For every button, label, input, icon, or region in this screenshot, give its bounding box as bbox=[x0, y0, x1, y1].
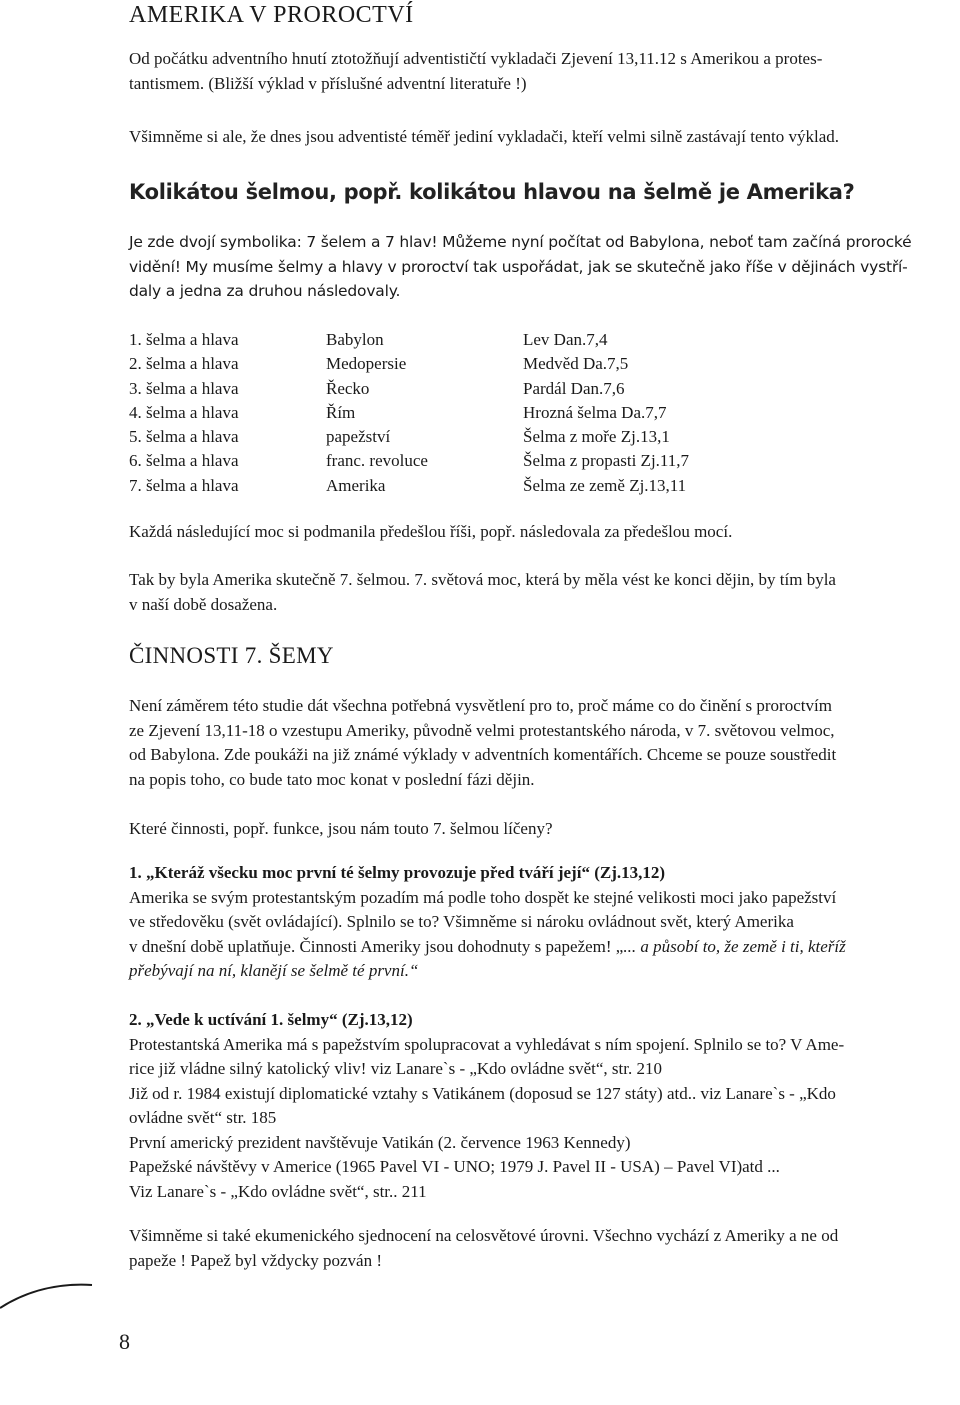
page-corner-curve bbox=[0, 1265, 120, 1405]
section-line-2: ze Zjevení 13,11-18 o vzestupu Ameriky, původně velmi protestantského národa, v 7. světovou velmoc, bbox=[129, 720, 835, 740]
point-2 bbox=[129, 1008, 844, 1204]
beast-number-cell: 5. šelma a hlava bbox=[129, 427, 239, 447]
page-number: 8 bbox=[119, 1329, 130, 1354]
empire-cell: Medopersie bbox=[326, 354, 407, 374]
intro-paragraph-2: Všimněme si ale, že dnes jsou adventisté téměř jediní vykladači, kteří velmi silně zastávají tento výklad. bbox=[129, 127, 840, 146]
empire-cell: franc. revoluce bbox=[326, 451, 428, 471]
point-2-line-6: Papežské návštěvy v Americe (1965 Pavel VI - UNO; 1979 J. Pavel II - USA) – Pavel VI)atd ... bbox=[129, 1157, 780, 1176]
point-1-line-3-text: v dnešní době uplatňuje. Činnosti Ameriky jsou dohodnuty s papežem! „ bbox=[129, 936, 624, 956]
beast-number-cell: 7. šelma a hlava bbox=[129, 475, 239, 495]
reference-cell: Medvěd Da.7,5 bbox=[523, 354, 629, 374]
point-1-quote-start: ... a působí to, že země i ti, kteříž bbox=[623, 936, 846, 956]
point-2-line-1: Protestantská Amerika má s papežstvím spolupracovat a vyhledávat s ním spojení. Splnilo se to? V Ame- bbox=[129, 1034, 845, 1054]
empire-cell: Amerika bbox=[326, 475, 386, 495]
point-1-quote-end: přebývají na ní, klanějí se šelmě té první.“ bbox=[129, 961, 419, 980]
section-title: ČINNOSTI 7. ŠEMY bbox=[129, 643, 334, 668]
empire-cell: Řecko bbox=[326, 378, 370, 398]
symbolika-paragraph bbox=[129, 230, 912, 304]
section-intro-paragraph bbox=[129, 694, 836, 792]
page-title: AMERIKA V PROROCTVÍ bbox=[129, 2, 414, 28]
empire-cell: papežství bbox=[326, 427, 391, 447]
conclusion-line-2: v naší době dosažena. bbox=[129, 594, 278, 614]
closing-line-2: papeže ! Papež byl vždycky pozván ! bbox=[129, 1250, 382, 1270]
closing-paragraph bbox=[129, 1224, 838, 1273]
table-row bbox=[129, 425, 689, 449]
table-row bbox=[129, 449, 689, 473]
symbolika-line-2: vidění! My musíme šelmy a hlavy v proroctví tak uspořádat, jak se skutečně jako říše v dějinách vystří- bbox=[129, 257, 908, 276]
point-2-line-2: rice již vládne silný katolický vliv! viz Lanare`s - „Kdo ovládne svět“, str. 210 bbox=[129, 1059, 662, 1078]
table-row bbox=[129, 474, 689, 498]
beast-number-cell: 6. šelma a hlava bbox=[129, 451, 239, 471]
beast-number-cell: 1. šelma a hlava bbox=[129, 330, 239, 349]
intro-paragraph bbox=[129, 47, 822, 96]
section-line-1: Není záměrem této studie dát všechna potřebná vysvětlení pro to, proč máme co do činění s proroctvím bbox=[129, 696, 832, 715]
symbolika-line-3: daly a jedna za druhou následovaly. bbox=[129, 282, 401, 300]
table-row bbox=[129, 328, 689, 352]
point-1-line-2: ve středověku (svět ovládající). Splnilo se to? Všimněme si nároku ovládnout svět, který Amerika bbox=[129, 912, 794, 931]
intro-line-1: Od počátku adventního hnutí ztotožňují adventističtí vykladači Zjevení 13,11.12 s Amerikou a protes- bbox=[129, 49, 823, 68]
question-heading: Kolikátou šelmou, popř. kolikátou hlavou na šelmě je Amerika? bbox=[129, 180, 855, 204]
intro-line-2: tantismem. (Bližší výklad v příslušné adventní literatuře !) bbox=[129, 73, 527, 93]
beast-number-cell: 3. šelma a hlava bbox=[129, 378, 239, 398]
reference-cell: Šelma z propasti Zj.11,7 bbox=[523, 451, 690, 471]
reference-cell: Lev Dan.7,4 bbox=[523, 330, 608, 349]
reference-cell: Šelma z moře Zj.13,1 bbox=[523, 427, 670, 447]
point-2-line-5: První americký prezident navštěvuje Vatikán (2. července 1963 Kennedy) bbox=[129, 1132, 631, 1152]
beast-number-cell: 2. šelma a hlava bbox=[129, 354, 239, 374]
after-table-paragraph: Každá následující moc si podmanila předešlou říši, popř. následovala za předešlou mocí. bbox=[129, 522, 733, 541]
point-2-line-3: Již od r. 1984 existují diplomatické vztahy s Vatikánem (doposud se 127 státy) atd.. viz Lanare`s - „Kdo bbox=[129, 1083, 836, 1103]
closing-line-1: Všimněme si také ekumenického sjednocení na celosvětové úrovni. Všechno vychází z Ameriky a ne od bbox=[129, 1226, 839, 1245]
point-1-line-3 bbox=[129, 935, 846, 960]
point-2-line-7: Viz Lanare`s - „Kdo ovládne svět“, str.. 211 bbox=[129, 1181, 427, 1201]
conclusion-line-1: Tak by byla Amerika skutečně 7. šelmou. 7. světová moc, která by měla vést ke konci dějin, by tím byla bbox=[129, 570, 836, 589]
conclusion-paragraph bbox=[129, 568, 836, 617]
table-row bbox=[129, 377, 689, 401]
point-1-line-1: Amerika se svým protestantským pozadím má podle toho dospět ke stejné velikosti moci jako papežství bbox=[129, 887, 837, 907]
reference-cell: Pardál Dan.7,6 bbox=[523, 378, 625, 398]
reference-cell: Šelma ze země Zj.13,11 bbox=[523, 475, 687, 495]
beast-number-cell: 4. šelma a hlava bbox=[129, 402, 239, 422]
beasts-table bbox=[129, 328, 689, 498]
point-1 bbox=[129, 861, 846, 984]
point-2-line-4: ovládne svět“ str. 185 bbox=[129, 1108, 277, 1127]
table-row bbox=[129, 401, 689, 425]
section-line-4: na popis toho, co bude tato moc konat v poslední fázi dějin. bbox=[129, 769, 535, 789]
empire-cell: Babylon bbox=[326, 330, 384, 349]
activities-question: Které činnosti, popř. funkce, jsou nám touto 7. šelmou líčeny? bbox=[129, 819, 553, 838]
table-row bbox=[129, 352, 689, 376]
reference-cell: Hrozná šelma Da.7,7 bbox=[523, 402, 667, 422]
section-line-3: od Babylona. Zde poukáži na již známé výklady v adventních komentářích. Chceme se pouze soustředit bbox=[129, 745, 837, 764]
empire-cell: Řím bbox=[326, 402, 356, 422]
symbolika-line-1: Je zde dvojí symbolika: 7 šelem a 7 hlav! Můžeme nyní počítat od Babylona, neboť tam začíná prorocké bbox=[129, 233, 912, 251]
point-1-heading: 1. „Kteráž všecku moc první té šelmy provozuje před tváří její“ (Zj.13,12) bbox=[129, 863, 666, 882]
point-2-heading: 2. „Vede k uctívání 1. šelmy“ (Zj.13,12) bbox=[129, 1010, 413, 1029]
